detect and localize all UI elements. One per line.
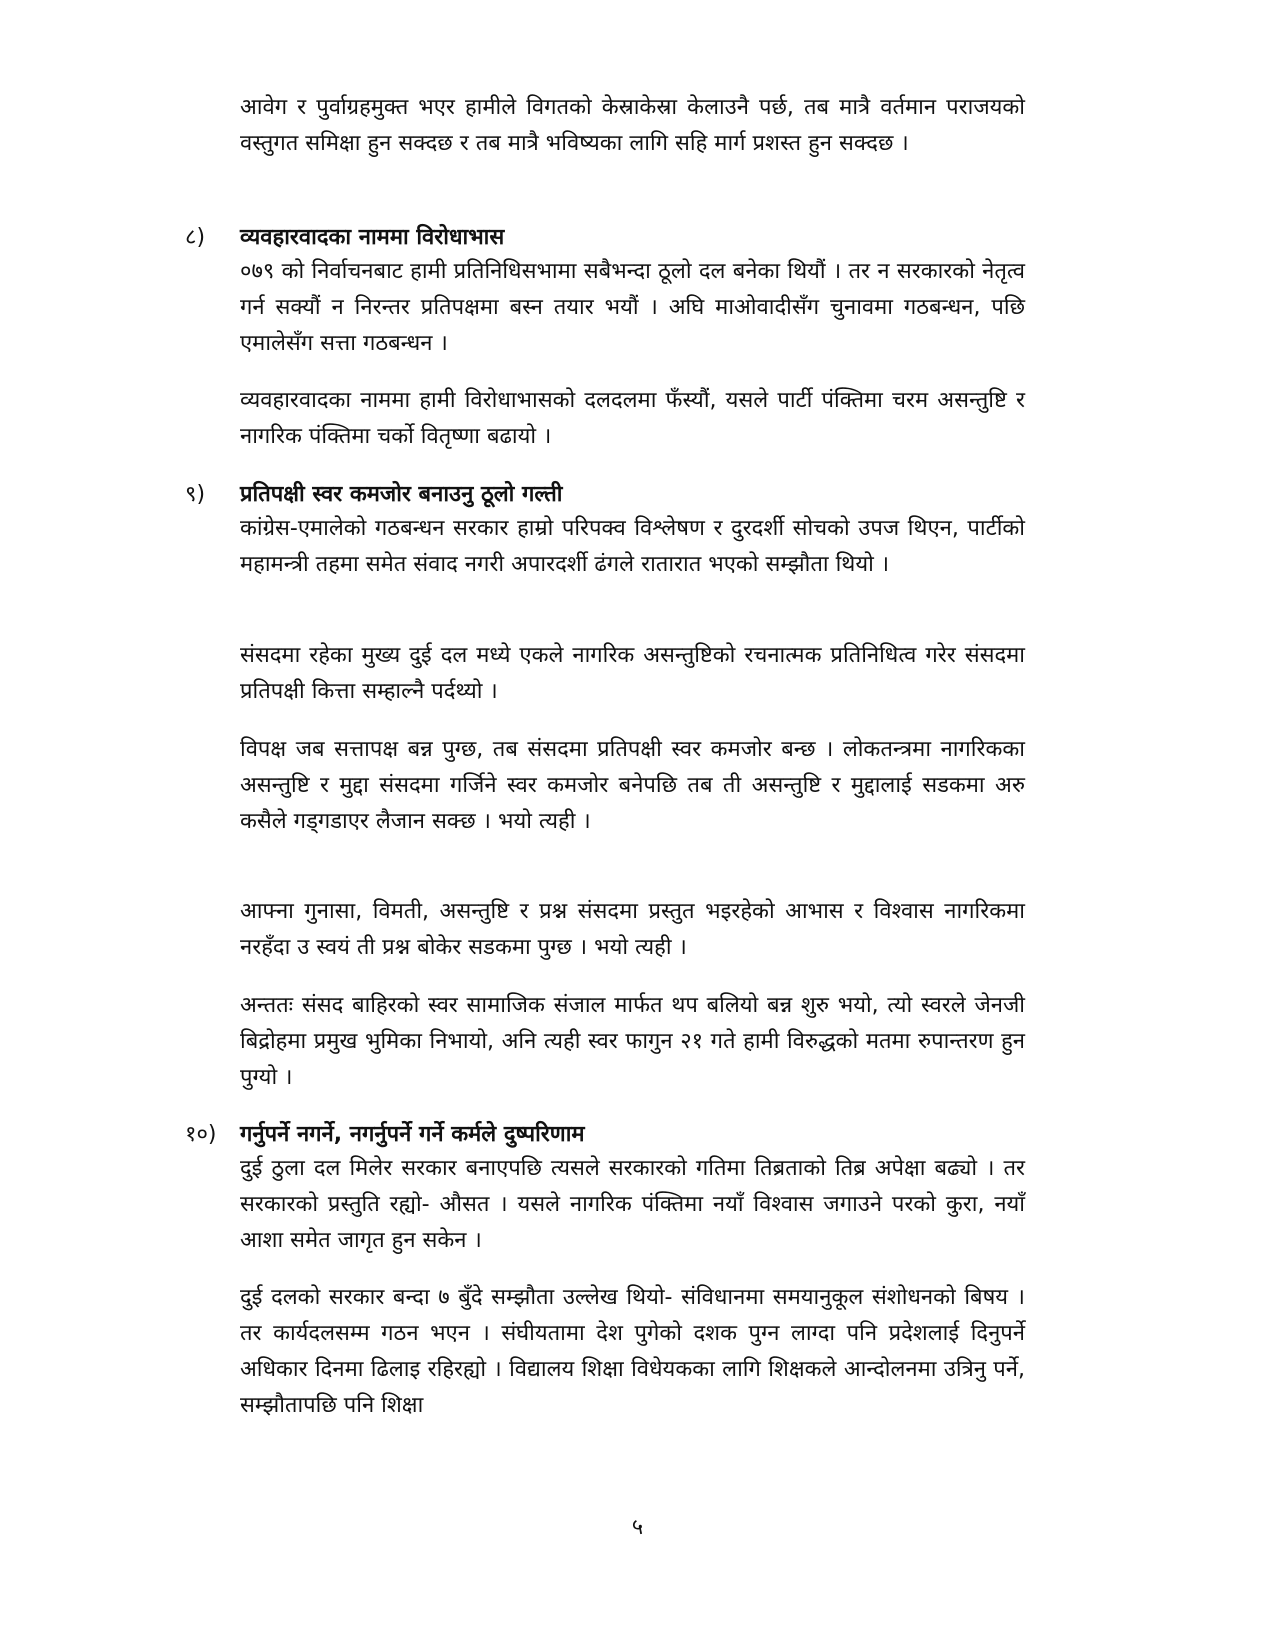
section-9-paragraph-5: अन्ततः संसद बाहिरको स्वर सामाजिक संजाल मार्फत थप बलियो बन्न शुरु भयो, त्यो स्वरले जेनजी बिद्रोहमा प्रमुख भुमिका निभायो, अनि त्यही स्वर फागुन २१ गते हामी विरुद्धको मतमा रुपान्तरण हुन पुग्यो । [240, 993, 1025, 1090]
section-heading-8 [185, 220, 1045, 256]
section-8-paragraph-2: व्यवहारवादका नाममा हामी विरोधाभासको दलदलमा फँस्यौं, यसले पार्टी पंक्तिमा चरम असन्तुष्टि र नागरिक पंक्तिमा चर्को वितृष्णा बढायो । [240, 388, 1025, 449]
section-title: गर्नुपर्ने नगर्ने, नगर्नुपर्ने गर्ने कर्मले दुष्परिणाम [240, 1122, 585, 1147]
section-heading-10 [185, 1117, 1045, 1153]
section-9-paragraph-4: आफ्ना गुनासा, विमती, असन्तुष्टि र प्रश्न संसदमा प्रस्तुत भइरहेको आभास र विश्वास नागरिकमा नरहँदा उ स्वयं ती प्रश्न बोकेर सडकमा पुग्छ । भयो त्यही । [240, 899, 1025, 960]
section-number: ८) [185, 225, 206, 250]
section-9-paragraph-1: कांग्रेस-एमालेको गठबन्धन सरकार हाम्रो परिपक्व विश्लेषण र दुरदर्शी सोचको उपज थिएन, पार्टीको महामन्त्री तहमा समेत संवाद नगरी अपारदर्शी ढंगले रातारात भएको सम्झौता थियो । [240, 516, 1025, 577]
section-10-paragraph-1: दुई ठुला दल मिलेर सरकार बनाएपछि त्यसले सरकारको गतिमा तिब्रताको तिब्र अपेक्षा बढ्यो । तर सरकारको प्रस्तुति रह्यो- औसत । यसले नागरिक पंक्तिमा नयाँ विश्वास जगाउने परको कुरा, नयाँ आशा समेत जागृत हुन सकेन । [240, 1156, 1025, 1253]
intro-paragraph: आवेग र पुर्वाग्रहमुक्त भएर हामीले विगतको केस्राकेस्रा केलाउनै पर्छ, तब मात्रै वर्तमान पराजयको वस्तुगत समिक्षा हुन सक्दछ र तब मात्रै भविष्यका लागि सहि मार्ग प्रशस्त हुन सक्दछ । [240, 95, 1025, 156]
section-10-paragraph-2: दुई दलको सरकार बन्दा ७ बुँदे सम्झौता उल्लेख थियो- संविधानमा समयानुकूल संशोधनको बिषय । तर कार्यदलसम्म गठन भएन । संघीयतामा देश पुगेको दशक पुग्न लाग्दा पनि प्रदेशलाई दिनुपर्ने अधिकार दिनमा ढिलाइ रहिरह्यो । विद्यालय शिक्षा विधेयकका लागि शिक्षकले आन्दोलनमा उत्रिनु पर्ने, सम्झौतापछि पनि शिक्षा [240, 1285, 1025, 1418]
section-number: ९) [185, 482, 206, 507]
page-number: ५ [631, 1515, 644, 1540]
section-8-paragraph-1: ०७९ को निर्वाचनबाट हामी प्रतिनिधिसभामा सबैभन्दा ठूलो दल बनेका थियौं । तर न सरकारको नेतृत्व गर्न सक्यौं न निरन्तर प्रतिपक्षमा बस्न तयार भयौं । अघि माओवादीसँग चुनावमा गठबन्धन, पछि एमालेसँग सत्ता गठबन्धन । [240, 259, 1025, 356]
section-number: १०) [185, 1122, 217, 1147]
section-title: व्यवहारवादका नाममा विरोधाभास [240, 225, 505, 250]
section-title: प्रतिपक्षी स्वर कमजोर बनाउनु ठूलो गल्ती [240, 482, 563, 507]
section-9-paragraph-2: संसदमा रहेका मुख्य दुई दल मध्ये एकले नागरिक असन्तुष्टिको रचनात्मक प्रतिनिधित्व गरेर संसदमा प्रतिपक्षी कित्ता सम्हाल्नै पर्दथ्यो । [240, 643, 1025, 704]
section-9-paragraph-3: विपक्ष जब सत्तापक्ष बन्न पुग्छ, तब संसदमा प्रतिपक्षी स्वर कमजोर बन्छ । लोकतन्त्रमा नागरिकका असन्तुष्टि र मुद्दा संसदमा गर्जिने स्वर कमजोर बनेपछि तब ती असन्तुष्टि र मुद्दालाई सडकमा अरु कसैले गड्गडाएर लैजान सक्छ । भयो त्यही । [240, 737, 1025, 834]
section-heading-9 [185, 477, 1045, 513]
